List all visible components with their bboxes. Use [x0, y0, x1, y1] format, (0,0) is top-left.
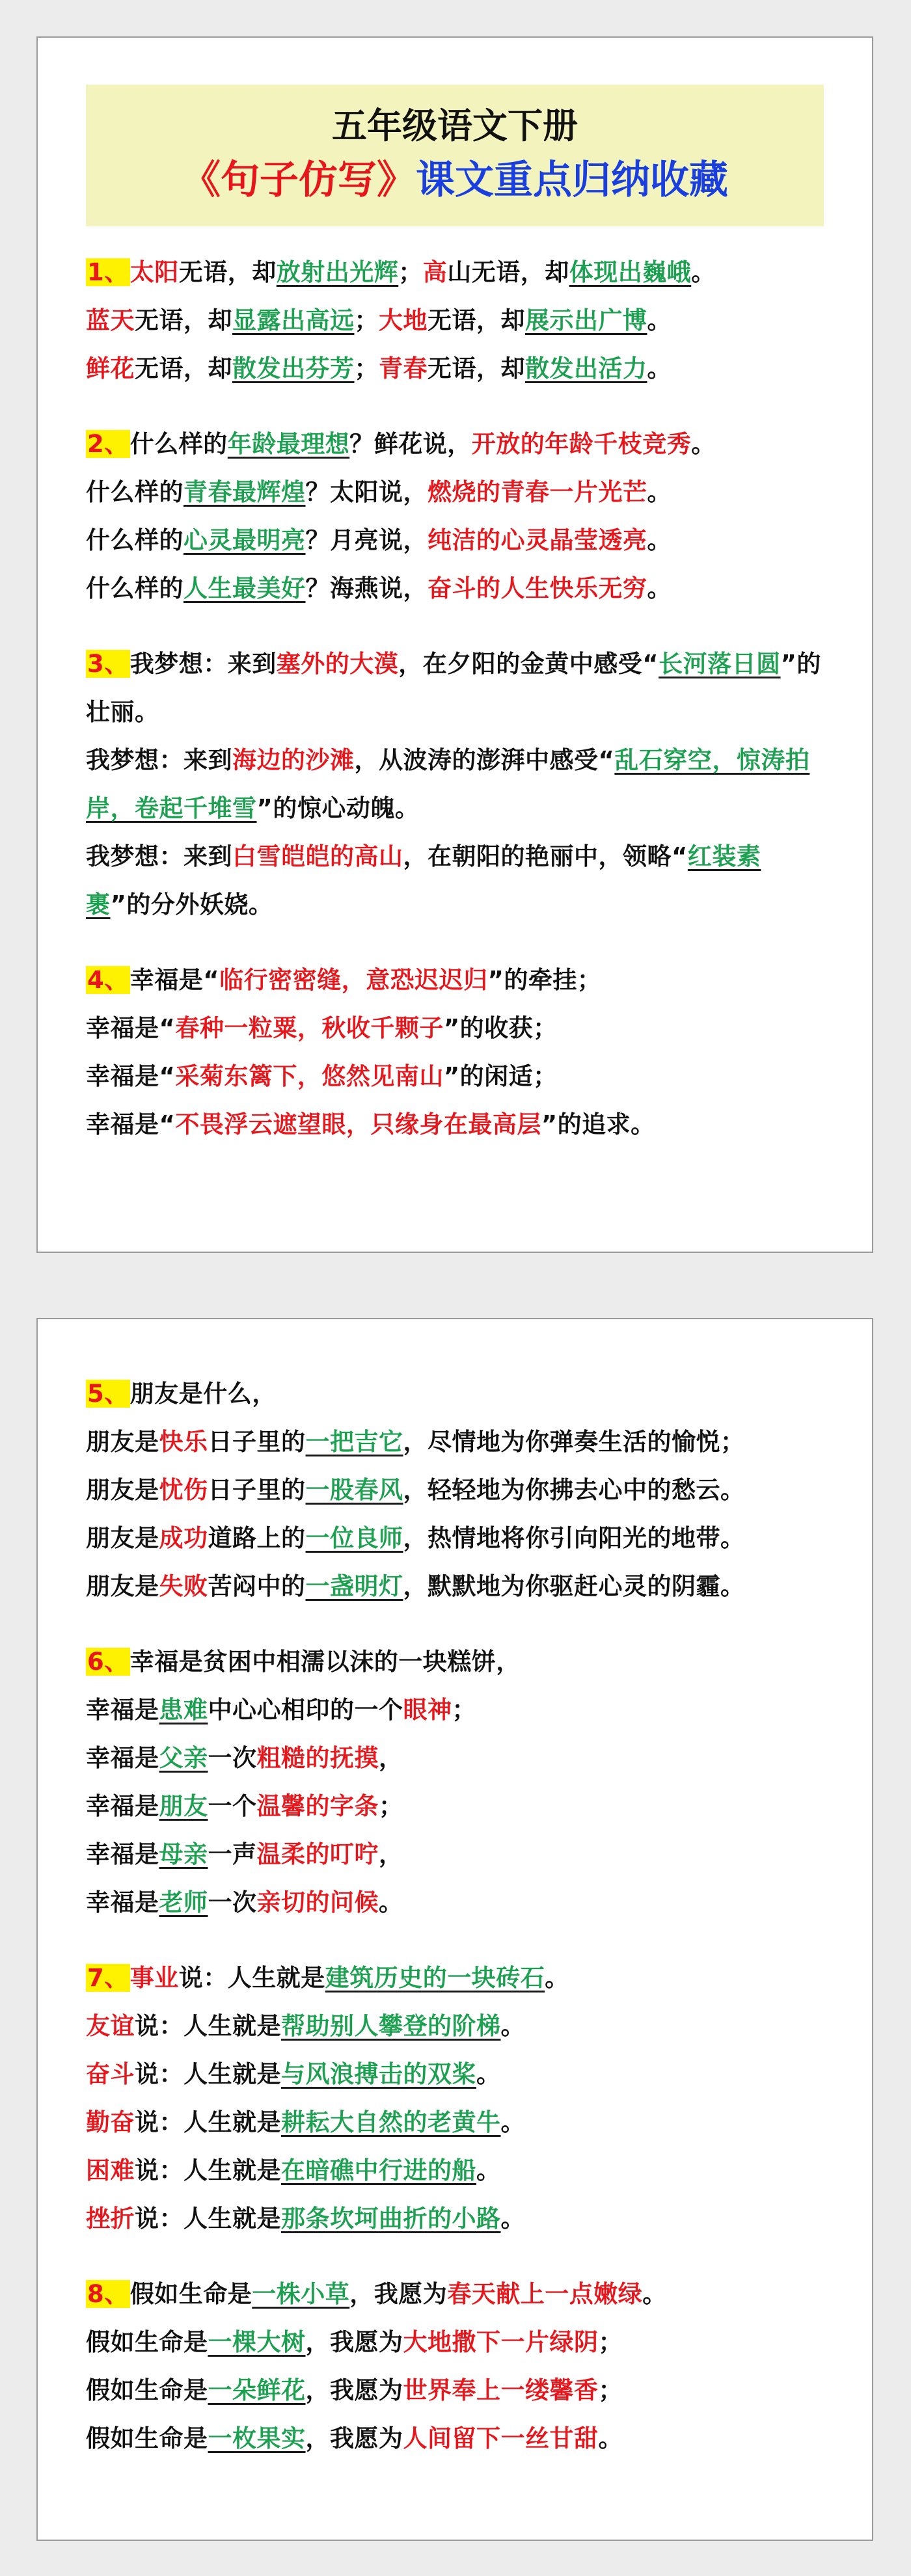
- sentence-line: [86, 1563, 824, 1611]
- sentence-line: [86, 517, 824, 565]
- sentence-line: [86, 468, 824, 517]
- highlighted-phrase: 开放的年龄千枝竞秀: [471, 430, 692, 458]
- page-subtitle: [86, 151, 824, 209]
- highlighted-phrase: 纯洁的心灵晶莹透亮: [428, 526, 647, 554]
- sentence-line: [86, 640, 824, 736]
- highlighted-phrase: 白雪皑皑的高山: [232, 842, 403, 870]
- text-segment: 无语，却: [135, 306, 232, 334]
- highlighted-phrase: 快乐: [159, 1428, 208, 1456]
- highlighted-phrase: 亲切的问候: [256, 1888, 379, 1916]
- text-segment: 。: [647, 306, 672, 334]
- text-segment: ”的追求。: [541, 1110, 655, 1138]
- text-segment: ；: [379, 1792, 403, 1820]
- text-segment: ”的惊心动魄。: [256, 794, 420, 822]
- section-3: [86, 640, 824, 929]
- underlined-phrase: 朋友: [159, 1792, 208, 1820]
- highlighted-phrase: 奋斗: [86, 2060, 135, 2088]
- highlighted-phrase: 失败: [159, 1572, 208, 1600]
- underlined-phrase: 一棵大树: [208, 2328, 306, 2356]
- underlined-phrase: 母亲: [159, 1840, 208, 1868]
- sentence-line: [86, 565, 824, 613]
- text-segment: 。: [691, 430, 716, 458]
- text-segment: 朋友是: [86, 1428, 159, 1456]
- underlined-phrase: 在暗礁中行进的船: [281, 2156, 476, 2184]
- text-segment: 幸福是“: [86, 1014, 176, 1042]
- section-number-badge: 2、: [87, 430, 129, 458]
- sentence-line: [86, 1954, 824, 2002]
- section-5: [86, 1370, 824, 1611]
- text-segment: 日子里的: [208, 1428, 306, 1456]
- highlighted-phrase: 临行密密缝，意恐迟迟归: [219, 966, 488, 994]
- text-segment: 无语，却: [178, 258, 277, 286]
- text-segment: 。: [642, 2280, 667, 2308]
- sentence-line: [86, 736, 824, 833]
- text-segment: 无语，却: [135, 355, 232, 382]
- highlighted-phrase: 温柔的叮咛: [256, 1840, 379, 1868]
- sentence-line: [86, 2195, 824, 2243]
- text-segment: 什么样的: [86, 574, 184, 602]
- highlighted-phrase: 挫折: [86, 2205, 135, 2233]
- underlined-phrase: 一朵鲜花: [208, 2376, 306, 2404]
- underlined-phrase: 那条坎坷曲折的小路: [281, 2205, 501, 2233]
- text-segment: 一次: [208, 1888, 257, 1916]
- sentence-line: [86, 248, 824, 297]
- text-segment: 假如生命是: [86, 2328, 208, 2356]
- text-segment: 中心心相印的一个: [208, 1696, 403, 1724]
- highlighted-phrase: 太阳: [129, 258, 179, 286]
- underlined-phrase: 建筑历史的一块砖石: [325, 1964, 545, 1992]
- underlined-phrase: 长河落日圆: [659, 650, 781, 678]
- page-card-1: [36, 36, 873, 1253]
- text-segment: ，: [379, 1744, 403, 1772]
- section-number-badge: 1、: [87, 258, 129, 286]
- text-segment: 什么样的: [129, 430, 228, 458]
- text-segment: ；: [598, 2376, 623, 2404]
- section-number-badge: 3、: [87, 650, 129, 678]
- text-segment: ，我愿为: [305, 2328, 403, 2356]
- text-segment: ”的收获；: [443, 1014, 558, 1042]
- text-segment: 一声: [208, 1840, 257, 1868]
- highlighted-phrase: 成功: [159, 1524, 208, 1552]
- text-segment: 假如生命是: [129, 2280, 252, 2308]
- text-segment: ？月亮说，: [305, 526, 428, 554]
- sentence-line: [86, 2367, 824, 2415]
- text-segment: 幸福是: [86, 1696, 159, 1724]
- sentence-line: [86, 1782, 824, 1831]
- text-segment: 幸福是: [86, 1792, 159, 1820]
- text-segment: ，轻轻地为你拂去心中的愁云。: [403, 1476, 745, 1504]
- text-segment: 说：人生就是: [135, 2108, 281, 2136]
- text-segment: 。: [476, 2060, 501, 2088]
- highlighted-phrase: 忧伤: [159, 1476, 208, 1504]
- text-segment: 朋友是: [86, 1476, 159, 1504]
- text-segment: 说：人生就是: [135, 2060, 281, 2088]
- text-segment: ”的壮丽。: [86, 650, 821, 726]
- text-segment: 一个: [208, 1792, 257, 1820]
- highlighted-phrase: 友谊: [86, 2012, 135, 2040]
- underlined-phrase: 患难: [159, 1696, 208, 1724]
- section-number-badge: 5、: [87, 1380, 129, 1408]
- title-banner: [86, 85, 824, 226]
- text-segment: 。: [691, 258, 716, 286]
- text-segment: ？鲜花说，: [349, 430, 472, 458]
- text-segment: ，从波涛的澎湃中感受“: [354, 746, 615, 774]
- sentence-line: [86, 1638, 824, 1686]
- sentence-line: [86, 1514, 824, 1563]
- text-segment: ？太阳说，: [305, 478, 428, 506]
- text-segment: 。: [500, 2205, 525, 2233]
- underlined-phrase: 一盏明灯: [305, 1572, 403, 1600]
- sentence-line: [86, 956, 824, 1004]
- sentence-line: [86, 1734, 824, 1782]
- underlined-phrase: 一股春风: [305, 1476, 403, 1504]
- text-segment: 幸福是“: [86, 1062, 176, 1090]
- highlighted-phrase: 困难: [86, 2156, 135, 2184]
- text-segment: 朋友是: [86, 1572, 159, 1600]
- text-segment: 无语，却: [428, 306, 525, 334]
- text-segment: 。: [500, 2012, 525, 2040]
- text-segment: 。: [500, 2108, 525, 2136]
- highlighted-phrase: 采菊东篱下，悠然见南山: [175, 1062, 444, 1090]
- underlined-phrase: 显露出高远: [232, 306, 355, 334]
- text-segment: 幸福是“: [86, 1110, 176, 1138]
- underlined-phrase: 一把吉它: [305, 1428, 403, 1456]
- sentence-line: [86, 1686, 824, 1734]
- page-card-2: [36, 1318, 873, 2541]
- text-segment: ，尽情地为你弹奏生活的愉悦；: [403, 1428, 745, 1456]
- underlined-phrase: 放射出光辉: [276, 258, 399, 286]
- section-8: [86, 2270, 824, 2463]
- text-segment: 幸福是: [86, 1888, 159, 1916]
- text-segment: ；: [398, 258, 423, 286]
- text-segment: ；: [452, 1696, 476, 1724]
- text-segment: 什么样的: [86, 478, 184, 506]
- text-segment: 苦闷中的: [208, 1572, 306, 1600]
- section-number-badge: 8、: [87, 2280, 129, 2308]
- sentence-line: [86, 297, 824, 345]
- text-segment: ，默默地为你驱赶心灵的阴霾。: [403, 1572, 745, 1600]
- sentence-line: [86, 1101, 824, 1149]
- highlighted-phrase: 高: [422, 258, 448, 286]
- highlighted-phrase: 蓝天: [86, 306, 135, 334]
- text-segment: 道路上的: [208, 1524, 306, 1552]
- highlighted-phrase: 春种一粒粟，秋收千颗子: [175, 1014, 444, 1042]
- underlined-phrase: 父亲: [159, 1744, 208, 1772]
- section-number-badge: 7、: [87, 1964, 129, 1992]
- text-segment: 一次: [208, 1744, 257, 1772]
- text-segment: 。: [545, 1964, 569, 1992]
- sentence-line: [86, 2415, 824, 2463]
- sections-card-2: [38, 1319, 872, 2463]
- text-segment: 。: [379, 1888, 403, 1916]
- text-segment: ”的闲适；: [443, 1062, 558, 1090]
- highlighted-phrase: 春天献上一点嫩绿: [447, 2280, 643, 2308]
- sentence-line: [86, 2147, 824, 2195]
- sentence-line: [86, 2099, 824, 2147]
- text-segment: ，我愿为: [349, 2280, 448, 2308]
- text-segment: 。: [476, 2156, 501, 2184]
- underlined-phrase: 散发出芬芳: [232, 355, 355, 382]
- text-segment: 我梦想：来到: [86, 746, 232, 774]
- highlighted-phrase: 燃烧的青春一片光芒: [428, 478, 647, 506]
- sentence-line: [86, 1004, 824, 1053]
- text-segment: 朋友是什么，: [129, 1380, 277, 1408]
- underlined-phrase: 散发出活力: [525, 355, 647, 382]
- text-segment: ；: [354, 355, 379, 382]
- text-segment: 。: [647, 526, 672, 554]
- sentence-line: [86, 2050, 824, 2099]
- text-segment: ，我愿为: [305, 2424, 403, 2452]
- sentence-line: [86, 1418, 824, 1466]
- text-segment: 幸福是贫困中相濡以沫的一块糕饼，: [129, 1648, 521, 1676]
- text-segment: 说：人生就是: [135, 2012, 281, 2040]
- underlined-phrase: 青春最辉煌: [184, 478, 306, 506]
- section-4: [86, 956, 824, 1149]
- text-segment: 我梦想：来到: [86, 842, 232, 870]
- text-segment: 说：人生就是: [178, 1964, 325, 1992]
- section-6: [86, 1638, 824, 1927]
- text-segment: 。: [647, 355, 672, 382]
- underlined-phrase: 耕耘大自然的老黄牛: [281, 2108, 501, 2136]
- text-segment: 无语，却: [428, 355, 525, 382]
- section-7: [86, 1954, 824, 2243]
- text-segment: 幸福是: [86, 1840, 159, 1868]
- highlighted-phrase: 事业: [129, 1964, 179, 1992]
- highlighted-phrase: 勤奋: [86, 2108, 135, 2136]
- text-segment: ？海燕说，: [305, 574, 428, 602]
- highlighted-phrase: 眼神: [403, 1696, 452, 1724]
- underlined-phrase: 展示出广博: [525, 306, 647, 334]
- underlined-phrase: 人生最美好: [184, 574, 306, 602]
- underlined-phrase: 心灵最明亮: [184, 526, 306, 554]
- sentence-line: [86, 2270, 824, 2318]
- sentence-line: [86, 420, 824, 468]
- text-segment: ；: [354, 306, 379, 334]
- underlined-phrase: 老师: [159, 1888, 208, 1916]
- text-segment: 日子里的: [208, 1476, 306, 1504]
- section-2: [86, 420, 824, 613]
- page-title: 五年级语文下册: [332, 105, 578, 146]
- highlighted-phrase: 塞外的大漠: [276, 650, 399, 678]
- underlined-phrase: 帮助别人攀登的阶梯: [281, 2012, 501, 2040]
- text-segment: 幸福是“: [129, 966, 220, 994]
- underlined-phrase: 乱石穿空，惊涛拍岸，卷起千堆雪: [86, 746, 810, 822]
- underlined-phrase: 年龄最理想: [227, 430, 350, 458]
- text-segment: 假如生命是: [86, 2424, 208, 2452]
- underlined-phrase: 与风浪搏击的双桨: [281, 2060, 476, 2088]
- text-segment: ”的牵挂；: [487, 966, 602, 994]
- text-segment: ；: [598, 2328, 623, 2356]
- section-1: [86, 248, 824, 393]
- text-segment: 说：人生就是: [135, 2156, 281, 2184]
- sections-card-1: [38, 226, 872, 1149]
- underlined-phrase: 红装素裹: [86, 842, 761, 919]
- text-segment: ，: [379, 1840, 403, 1868]
- highlighted-phrase: 世界奉上一缕馨香: [403, 2376, 599, 2404]
- sentence-line: [86, 2002, 824, 2050]
- highlighted-phrase: 大地: [379, 306, 428, 334]
- sentence-line: [86, 1831, 824, 1879]
- highlighted-phrase: 奋斗的人生快乐无穷: [428, 574, 647, 602]
- highlighted-phrase: 粗糙的抚摸: [256, 1744, 379, 1772]
- highlighted-phrase: 海边的沙滩: [232, 746, 355, 774]
- highlighted-phrase: 人间留下一丝甘甜: [403, 2424, 599, 2452]
- text-segment: 朋友是: [86, 1524, 159, 1552]
- text-segment: ，在夕阳的金黄中感受“: [398, 650, 659, 678]
- section-number-badge: 6、: [87, 1648, 129, 1676]
- text-segment: ，我愿为: [305, 2376, 403, 2404]
- text-segment: 幸福是: [86, 1744, 159, 1772]
- highlighted-phrase: 鲜花: [86, 355, 135, 382]
- sentence-line: [86, 1466, 824, 1514]
- highlighted-phrase: 大地撒下一片绿阴: [403, 2328, 599, 2356]
- underlined-phrase: 体现出巍峨: [569, 258, 692, 286]
- text-segment: ，在朝阳的艳丽中，领略“: [403, 842, 688, 870]
- sentence-line: [86, 345, 824, 393]
- sentence-line: [86, 1370, 824, 1418]
- text-segment: 什么样的: [86, 526, 184, 554]
- text-segment: 。: [647, 478, 672, 506]
- underlined-phrase: 一位良师: [305, 1524, 403, 1552]
- text-segment: 我梦想：来到: [129, 650, 277, 678]
- text-segment: 。: [647, 574, 672, 602]
- text-segment: ”的分外妖娆。: [110, 891, 273, 919]
- sentence-line: [86, 1053, 824, 1101]
- subtitle-red: 《句子仿写》: [182, 157, 416, 203]
- section-number-badge: 4、: [87, 966, 129, 994]
- sentence-line: [86, 833, 824, 929]
- text-segment: 假如生命是: [86, 2376, 208, 2404]
- underlined-phrase: 一株小草: [252, 2280, 350, 2308]
- subtitle-blue: 课文重点归纳收藏: [416, 157, 728, 203]
- highlighted-phrase: 青春: [379, 355, 428, 382]
- text-segment: ，热情地将你引向阳光的地带。: [403, 1524, 745, 1552]
- text-segment: 说：人生就是: [135, 2205, 281, 2233]
- highlighted-phrase: 温馨的字条: [256, 1792, 379, 1820]
- text-segment: 。: [598, 2424, 623, 2452]
- sentence-line: [86, 1879, 824, 1927]
- highlighted-phrase: 不畏浮云遮望眼，只缘身在最高层: [175, 1110, 541, 1138]
- underlined-phrase: 一枚果实: [208, 2424, 306, 2452]
- text-segment: 山无语，却: [447, 258, 569, 286]
- sentence-line: [86, 2318, 824, 2367]
